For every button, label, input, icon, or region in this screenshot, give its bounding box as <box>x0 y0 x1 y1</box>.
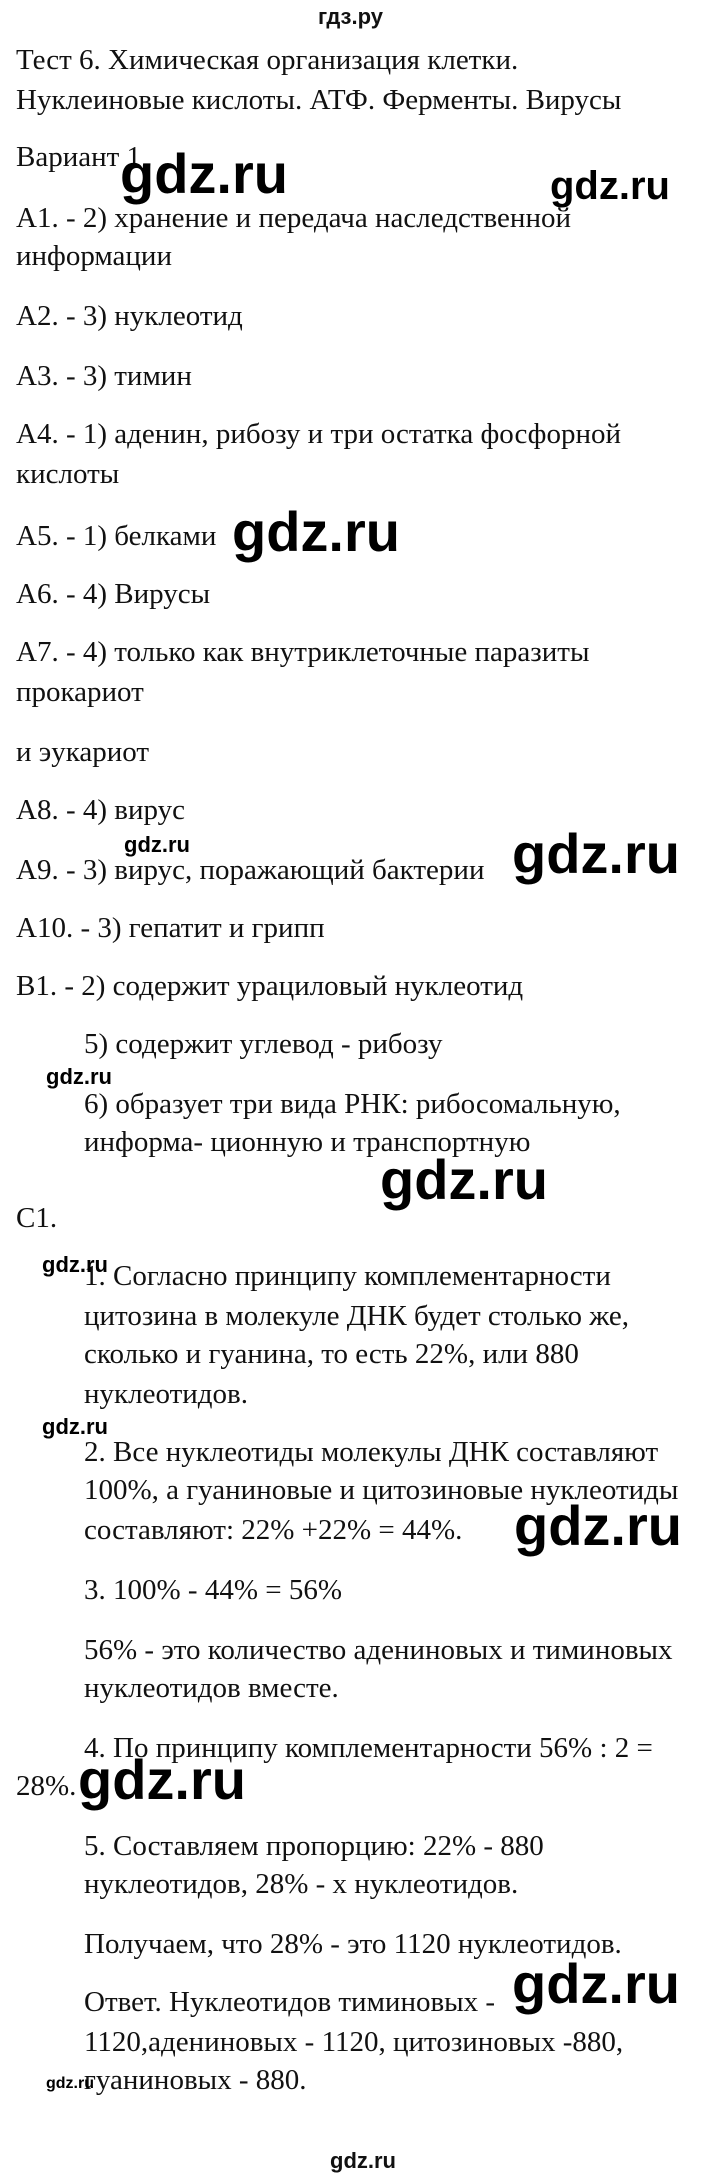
c1-step2-line-1: 2. Все нуклеотиды молекулы ДНК составляют <box>84 1436 659 1468</box>
answer-a10: А10. - 3) гепатит и грипп <box>16 912 325 944</box>
answer-a1-line-2: информации <box>16 240 172 272</box>
c1-step1-line-3: сколько и гуанина, то есть 22%, или 880 <box>84 1338 579 1370</box>
watermark: gdz.ru <box>514 1494 682 1557</box>
watermark: gdz.ru <box>512 1952 680 2015</box>
answer-b1-line-1: В1. - 2) содержит урациловый нуклеотид <box>16 970 524 1002</box>
watermark: gdz.ru <box>42 1414 108 1439</box>
answer-a7-line-1: А7. - 4) только как внутриклеточные паразиты <box>16 636 590 668</box>
c1-step5-line-2: нуклеотидов, 28% - х нуклеотидов. <box>84 1868 519 1900</box>
watermark: gdz.ru <box>232 500 400 563</box>
c1-step2-line-2: 100%, а гуаниновые и цитозиновые нуклеотиды <box>84 1474 679 1506</box>
c1-step1-line-2: цитозина в молекуле ДНК будет столько же, <box>84 1300 630 1332</box>
watermark: gdz.ru <box>124 832 190 857</box>
watermark: gdz.ru <box>120 142 288 205</box>
c1-step3b-line-1: 56% - это количество адениновых и тиминовых <box>84 1634 673 1666</box>
watermark: gdz.ru <box>46 2075 94 2092</box>
c1-step6: Получаем, что 28% - это 1120 нуклеотидов. <box>84 1928 622 1960</box>
answer-a7-line-3: и эукариот <box>16 736 150 768</box>
c1-step4-line-1: 4. По принципу комплементарности 56% : 2 = <box>84 1732 653 1764</box>
answer-c1-heading: С1. <box>16 1202 58 1234</box>
watermark: gdz.ru <box>46 1064 112 1089</box>
watermark: gdz.ru <box>512 822 680 885</box>
watermark: gdz.ru <box>380 1148 548 1211</box>
site-footer-text: gdz.ru <box>330 2148 396 2173</box>
watermark: gdz.ru <box>78 1748 246 1811</box>
watermark: gdz.ru <box>42 1252 108 1277</box>
answer-b1-line-2: 5) содержит углевод - рибозу <box>84 1028 443 1060</box>
c1-step3b-line-2: нуклеотидов вместе. <box>84 1672 339 1704</box>
c1-step1-line-4: нуклеотидов. <box>84 1378 248 1410</box>
c1-answer-line-2: 1120,адениновых - 1120, цитозиновых -880, <box>84 2026 624 2058</box>
c1-step2-line-3: составляют: 22% +22% = 44%. <box>84 1514 463 1546</box>
answer-a5: А5. - 1) белками <box>16 520 217 552</box>
c1-answer-line-1: Ответ. Нуклеотидов тиминовых - <box>84 1986 496 2018</box>
variant-heading: Вариант 1 <box>16 141 142 173</box>
answer-b1-line-3: 6) образует три вида РНК: рибосомальную, <box>84 1088 621 1120</box>
answer-a8: А8. - 4) вирус <box>16 794 185 826</box>
c1-step1-line-1: 1. Согласно принципу комплементарности <box>84 1260 611 1292</box>
answer-a4-line-2: кислоты <box>16 458 120 490</box>
c1-step4-line-2: 28%. <box>16 1770 77 1802</box>
c1-answer-line-3: гуаниновых - 880. <box>84 2064 307 2096</box>
answer-a3: А3. - 3) тимин <box>16 360 192 392</box>
answer-a1-line-1: А1. - 2) хранение и передача наследственной <box>16 202 571 234</box>
answer-a9: А9. - 3) вирус, поражающий бактерии <box>16 854 485 886</box>
title-line-1: Тест 6. Химическая организация клетки. <box>16 44 519 76</box>
answer-a6: А6. - 4) Вирусы <box>16 578 211 610</box>
answer-a2: А2. - 3) нуклеотид <box>16 300 243 332</box>
c1-step3: 3. 100% - 44% = 56% <box>84 1574 342 1606</box>
answer-a4-line-1: А4. - 1) аденин, рибозу и три остатка фосфорной <box>16 418 622 450</box>
answer-b1-line-4: информа- ционную и транспортную <box>84 1126 531 1158</box>
site-header-text: гдз.ру <box>318 4 383 29</box>
title-line-2: Нуклеиновые кислоты. АТФ. Ферменты. Вирусы <box>16 84 622 116</box>
watermark: gdz.ru <box>550 164 670 208</box>
answer-a7-line-2: прокариот <box>16 676 144 708</box>
c1-step5-line-1: 5. Составляем пропорцию: 22% - 880 <box>84 1830 544 1862</box>
